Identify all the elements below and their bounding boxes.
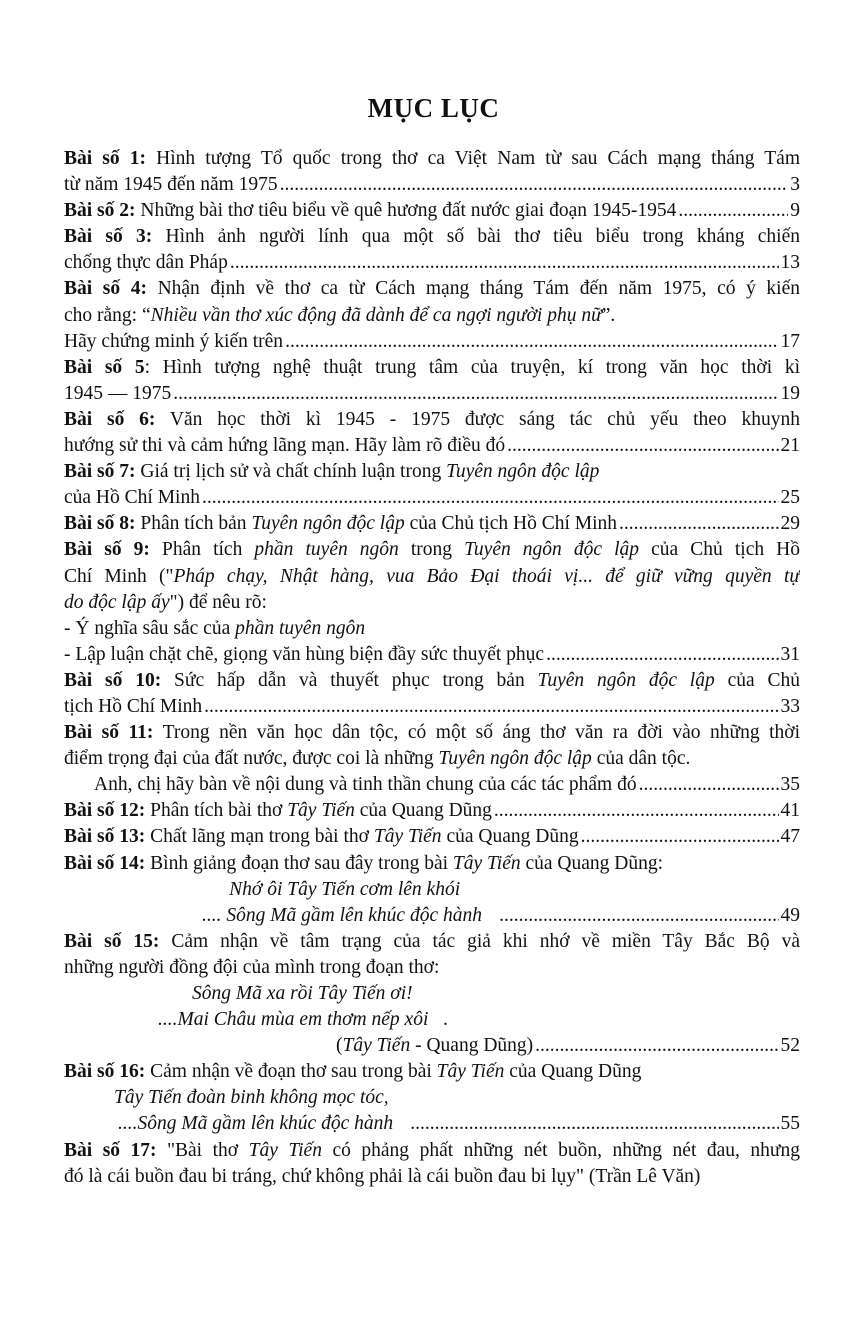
entry-text: của Quang Dũng: — [520, 852, 664, 874]
entry-text: của Hồ Chí Minh — [64, 487, 200, 509]
entry-text: 1945 — 1975 — [64, 382, 172, 404]
table-of-contents — [64, 146, 800, 1190]
entry-text: của Quang Dũng — [354, 800, 492, 822]
page-number: 55 — [780, 1113, 800, 1135]
dot-leader — [285, 329, 778, 355]
entry-text: Phân tích bản — [140, 513, 252, 535]
dot-leader — [202, 485, 779, 511]
page-number: 13 — [780, 252, 800, 274]
page-number: 21 — [780, 435, 800, 457]
verse-line: Sông Mã xa rồi Tây Tiến ơi! — [172, 983, 393, 1004]
entry-label: Bài số 14: — [64, 852, 146, 874]
toc-entry-14-verse1 — [64, 877, 800, 903]
entry-title: phần tuyên ngôn — [235, 617, 366, 639]
toc-entry-11-cont2 — [64, 772, 800, 798]
entry-text: chống thực dân Pháp — [64, 252, 228, 274]
toc-entry-6 — [64, 407, 800, 433]
entry-text: Phân tích — [162, 539, 255, 561]
entry-text: hướng sử thi và cảm hứng lãng mạn. Hãy làm rõ điều đó — [64, 435, 506, 457]
entry-title: Tây Tiến — [373, 826, 442, 848]
toc-entry-15-cont — [64, 955, 800, 981]
toc-entry-10 — [64, 668, 800, 694]
verse-line: Tây Tiến đoàn binh không mọc tóc, — [94, 1087, 369, 1109]
page-title: MỤC LỤC — [367, 93, 500, 123]
page-number: 31 — [780, 643, 800, 665]
entry-text: của Quang Dũng — [504, 1061, 642, 1083]
toc-entry-11 — [64, 720, 800, 746]
page-number: 52 — [780, 1035, 800, 1057]
entry-text: cho rằng: “ — [64, 304, 151, 326]
entry-text: của dân tộc. — [591, 748, 691, 770]
entry-title: Tây Tiến — [452, 852, 521, 874]
entry-text: của Chủ tịch Hồ — [639, 539, 800, 561]
entry-text: Phân tích bài thơ — [150, 800, 288, 822]
entry-text: Trong nền văn học dân tộc, có một số áng thơ văn ra đời vào những thời — [162, 722, 800, 744]
entry-text: Anh, chị hãy bàn về nội dung và tinh thần chung của các tác phẩm đó — [94, 774, 637, 796]
dot-leader — [410, 1111, 778, 1137]
entry-text: Cảm nhận về tâm trạng của tác giả khi nhớ về miền Tây Bắc Bộ và — [171, 930, 800, 952]
dot-leader — [507, 433, 778, 459]
entry-text: đó là cái buồn đau bi tráng, chứ không phải là cái buồn đau bi lụy" (Trần Lê Văn) — [64, 1165, 701, 1187]
verse-line: ....Mai Châu mùa em thơm nếp xôi . — [158, 1009, 439, 1031]
toc-entry-3-cont — [64, 250, 800, 276]
entry-text: Cảm nhận về đoạn thơ sau trong bài — [150, 1061, 437, 1083]
dot-leader — [678, 198, 788, 224]
entry-label: Bài số 15: — [64, 930, 160, 952]
toc-entry-9-cont3 — [64, 616, 800, 642]
entry-text: của Chủ tịch Hồ Chí Minh — [404, 513, 618, 535]
entry-title: Tây Tiến — [436, 1061, 505, 1083]
toc-entry-17 — [64, 1138, 800, 1164]
toc-entry-7-cont — [64, 485, 800, 511]
entry-label: Bài số 12: — [64, 800, 146, 822]
dot-leader — [619, 511, 778, 537]
toc-entry-15-verse2 — [64, 1007, 800, 1033]
entry-text: Chất lãng mạn trong bài thơ — [150, 826, 374, 848]
toc-entry-17-cont — [64, 1164, 800, 1190]
entry-label: Bài số 9: — [64, 539, 150, 561]
entry-label: Bài số 3: — [64, 226, 153, 248]
entry-text: Bình giảng đoạn thơ sau đây trong bài — [150, 852, 453, 874]
toc-entry-12 — [64, 798, 800, 824]
entry-text: "Bài thơ — [167, 1139, 249, 1161]
page-number: 29 — [780, 513, 800, 535]
toc-entry-14-verse2 — [64, 903, 800, 929]
entry-quote: do độc lập ấy — [64, 591, 170, 613]
dot-leader — [499, 903, 778, 929]
entry-text: của Quang Dũng — [441, 826, 579, 848]
entry-text: - Ý nghĩa sâu sắc của — [64, 617, 236, 639]
entry-text: Hình tượng Tổ quốc trong thơ ca Việt Nam từ sau Cách mạng tháng Tám — [156, 148, 800, 169]
entry-label: Bài số 2: — [64, 200, 136, 222]
page-number: 25 — [780, 487, 800, 509]
toc-entry-11-cont — [64, 746, 800, 772]
entry-quote: Nhiều vần thơ xúc động đã dành để ca ngợi người phụ nữ — [150, 304, 602, 326]
entry-label: Bài số 4: — [64, 278, 147, 300]
entry-text: - Quang Dũng) — [410, 1035, 534, 1057]
entry-text: ") để nêu rõ: — [169, 591, 267, 613]
toc-entry-16-verse1 — [64, 1085, 800, 1111]
page-number: 17 — [780, 330, 800, 352]
dot-leader — [535, 1033, 778, 1059]
entry-text: điểm trọng đại của đất nước, được coi là những — [64, 748, 439, 770]
entry-label: Bài số 1: — [64, 148, 147, 169]
dot-leader — [494, 798, 779, 824]
dot-leader — [230, 250, 779, 276]
toc-entry-4-cont2 — [64, 329, 800, 355]
toc-entry-16-verse2 — [64, 1111, 800, 1137]
entry-title: Tuyên ngôn độc lập — [537, 669, 715, 691]
entry-quote: Pháp chạy, Nhật hàng, vua Bảo Đại thoái vị... để giữ vững quyền tự — [173, 565, 800, 587]
toc-entry-4-cont — [64, 303, 800, 329]
page-number: 47 — [780, 826, 800, 848]
page-number: 35 — [780, 774, 800, 796]
entry-text: : Hình tượng nghệ thuật trung tâm của truyện, kí trong văn học thời kì — [144, 356, 800, 378]
toc-entry-16 — [64, 1059, 800, 1085]
toc-entry-2 — [64, 198, 800, 224]
toc-entry-10-cont — [64, 694, 800, 720]
entry-text: ( — [336, 1035, 343, 1057]
toc-entry-9 — [64, 537, 800, 563]
page-number: 41 — [780, 800, 800, 822]
entry-text: những người đồng đội của mình trong đoạn thơ: — [64, 956, 440, 978]
toc-entry-15-source — [64, 1033, 800, 1059]
dot-leader — [204, 694, 778, 720]
entry-label: Bài số 16: — [64, 1061, 146, 1083]
toc-entry-15-verse1 — [64, 981, 800, 1007]
entry-text: Chí Minh (" — [64, 565, 174, 587]
entry-label: Bài số 17: — [64, 1139, 157, 1161]
entry-text: Những bài thơ tiêu biểu về quê hương đất nước giai đoạn 1945-1954 — [140, 200, 677, 222]
page-number: 49 — [780, 904, 800, 926]
page-number: 19 — [780, 382, 800, 404]
entry-title: Tuyên ngôn độc lập — [251, 513, 405, 535]
dot-leader — [639, 772, 779, 798]
entry-text: Văn học thời kì 1945 - 1975 được sáng tác chủ yếu theo khuynh — [169, 408, 800, 430]
dot-leader — [546, 642, 778, 668]
toc-entry-8 — [64, 511, 800, 537]
entry-title: Tuyên ngôn độc lập — [438, 748, 592, 770]
toc-entry-15 — [64, 929, 800, 955]
toc-entry-5 — [64, 355, 800, 381]
toc-entry-7 — [64, 459, 800, 485]
verse-line: Nhớ ôi Tây Tiến cơm lên khói — [214, 878, 445, 900]
page-number: 33 — [780, 695, 800, 717]
entry-text: trong — [398, 539, 465, 561]
toc-entry-9-cont2 — [64, 590, 800, 616]
entry-label: Bài số 7: — [64, 461, 136, 483]
entry-title: phần tuyên ngôn — [254, 539, 399, 561]
entry-label: Bài số 13: — [64, 826, 146, 848]
entry-text: có phảng phất những nét buồn, những nét đau, nhưng — [321, 1139, 800, 1161]
toc-entry-3 — [64, 224, 800, 250]
entry-text: Hãy chứng minh ý kiến trên — [64, 330, 284, 352]
entry-label: Bài số 10: — [64, 669, 162, 691]
toc-entry-1-cont — [64, 172, 800, 198]
entry-label: Bài số 11: — [64, 722, 154, 744]
entry-text: ”. — [601, 304, 616, 326]
page-number: 3 — [790, 174, 800, 196]
entry-text: từ năm 1945 đến năm 1975 — [64, 174, 278, 196]
entry-text: - Lập luận chặt chẽ, giọng văn hùng biện đầy sức thuyết phục — [64, 643, 545, 665]
toc-entry-9-cont4 — [64, 642, 800, 668]
entry-text: của Chủ — [714, 669, 800, 691]
entry-title: Tây Tiến — [287, 800, 355, 822]
toc-entry-9-cont — [64, 564, 800, 590]
entry-text: Nhận định về thơ ca từ Cách mạng tháng Tám đến năm 1975, có ý kiến — [157, 278, 800, 300]
entry-title: Tuyên ngôn độc lập — [464, 539, 640, 561]
toc-entry-13 — [64, 824, 800, 850]
entry-label: Bài số 5 — [64, 356, 145, 378]
dot-leader — [173, 381, 778, 407]
entry-text: Sức hấp dẫn và thuyết phục trong bản — [174, 669, 538, 691]
entry-title: Tây Tiến — [342, 1035, 411, 1057]
entry-title: Tây Tiến — [248, 1139, 322, 1161]
dot-leader — [280, 172, 789, 198]
entry-text: Hình ảnh người lính qua một số bài thơ tiêu biểu trong kháng chiến — [165, 226, 800, 248]
toc-entry-14 — [64, 851, 800, 877]
entry-label: Bài số 8: — [64, 513, 136, 535]
entry-label: Bài số 6: — [64, 408, 156, 430]
entry-text: Giá trị lịch sử và chất chính luận trong — [140, 461, 447, 483]
verse-line: .... Sông Mã gầm lên khúc độc hành — [202, 904, 482, 926]
toc-entry-1 — [64, 146, 800, 172]
toc-entry-5-cont — [64, 381, 800, 407]
entry-text: tịch Hồ Chí Minh — [64, 695, 203, 717]
toc-entry-4 — [64, 276, 800, 302]
dot-leader — [581, 824, 779, 850]
toc-entry-6-cont — [64, 433, 800, 459]
entry-title: Tuyên ngôn độc lập — [446, 461, 600, 483]
page-number: 9 — [790, 200, 800, 222]
verse-line: ....Sông Mã gầm lên khúc độc hành — [118, 1113, 394, 1135]
